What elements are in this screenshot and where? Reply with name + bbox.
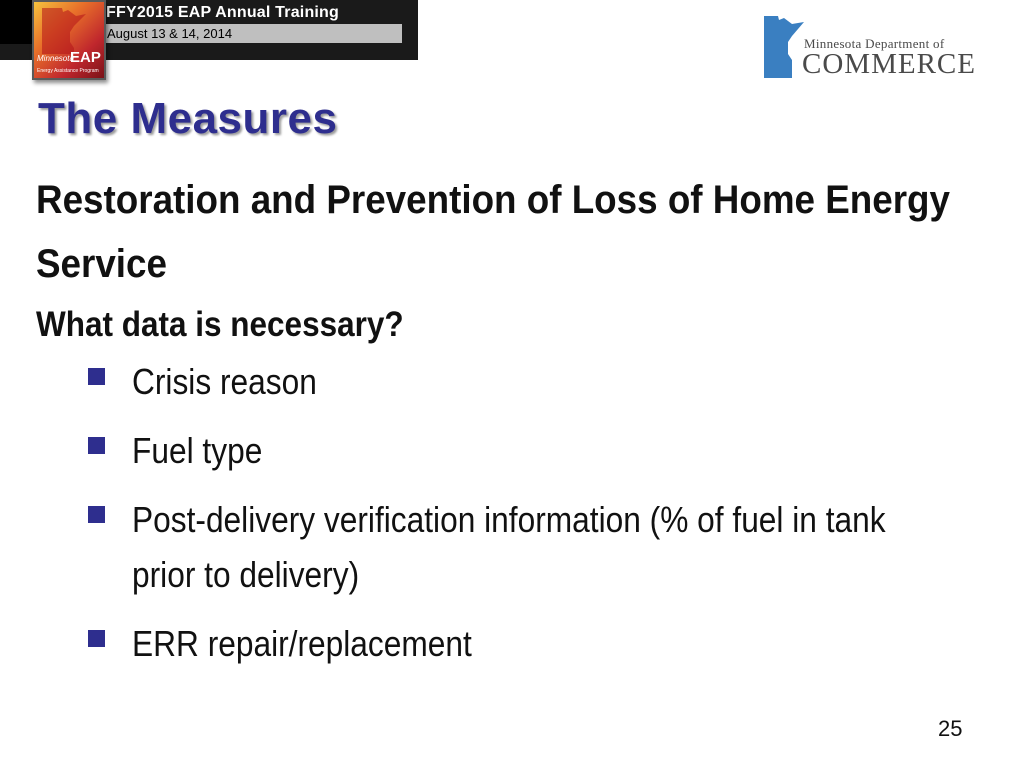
minnesota-state-icon	[34, 2, 104, 78]
banner-title: FFY2015 EAP Annual Training	[106, 4, 340, 21]
minnesota-state-shape-icon	[762, 14, 806, 80]
square-bullet-icon	[88, 368, 105, 385]
content-heading: Restoration and Prevention of Loss of Home Energy Service	[36, 178, 951, 286]
banner-date: August 13 & 14, 2014	[104, 24, 402, 43]
logo-subtitle-text: Energy Assistance Program	[37, 68, 99, 74]
bullet-text: Crisis reason	[132, 361, 317, 402]
department-of-commerce-logo	[762, 14, 992, 80]
square-bullet-icon	[88, 630, 105, 647]
list-item	[36, 354, 976, 409]
bullet-list	[36, 354, 976, 671]
banner-accent-strip	[0, 0, 34, 44]
square-bullet-icon	[88, 437, 105, 454]
bullet-text: Fuel type	[132, 430, 263, 471]
bullet-text: ERR repair/replacement	[132, 623, 472, 664]
logo-program-text: EAP	[70, 49, 101, 66]
minnesota-eap-logo	[32, 0, 106, 80]
list-item	[36, 423, 976, 478]
department-name-line1: Minnesota Department of	[804, 36, 945, 51]
list-item	[36, 616, 976, 671]
slide-content	[36, 168, 976, 671]
list-item	[36, 492, 976, 602]
square-bullet-icon	[88, 506, 105, 523]
page-number: 25	[938, 716, 963, 741]
slide-title: The Measures	[38, 94, 338, 143]
content-subheading: What data is necessary?	[36, 305, 404, 344]
bullet-text: Post-delivery verification information (% of fuel in tank prior to delivery)	[132, 499, 886, 595]
department-name-line2: COMMERCE	[802, 48, 976, 80]
logo-state-text: Minnesota	[37, 54, 74, 63]
